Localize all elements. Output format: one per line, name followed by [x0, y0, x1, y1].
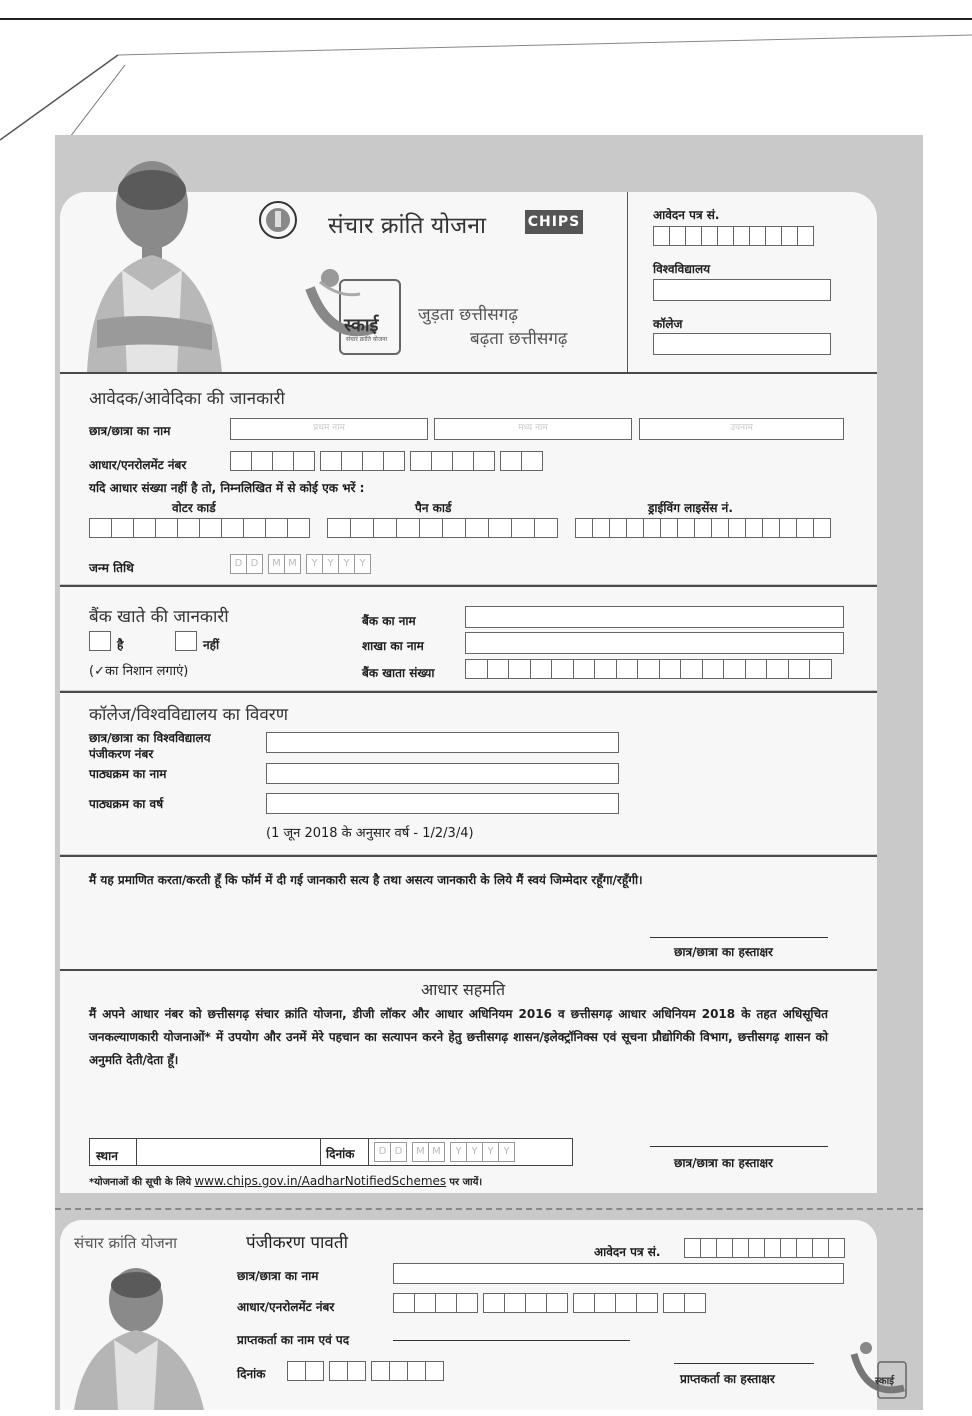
account-number-label: बैंक खाता संख्या [362, 666, 435, 680]
aadhaar-label: आधार/एनरोलमेंट नंबर [89, 458, 187, 472]
section-divider [60, 372, 877, 374]
first-name-field[interactable]: प्रथम नाम [230, 418, 428, 440]
dob-label: जन्म तिथि [89, 561, 134, 575]
place-divider [136, 1138, 137, 1166]
receipt-sky-logo-icon [848, 1336, 912, 1408]
consent-title: आधार सहमति [421, 980, 506, 999]
university-label: विश्वविद्यालय [653, 262, 711, 276]
declaration-signature-label: छात्र/छात्रा का हस्ताक्षर [674, 945, 773, 959]
course-name-field[interactable] [266, 763, 619, 784]
receipt-date-boxes[interactable] [287, 1361, 443, 1381]
government-emblem-icon [258, 200, 298, 240]
college-section-title: कॉलेज/विश्वविद्यालय का विवरण [89, 705, 289, 725]
tagline-1: जुड़ता छत्तीसगढ़ [418, 305, 518, 325]
application-no-label: आवेदन पत्र सं. [653, 208, 720, 222]
receipt-name-field[interactable] [393, 1263, 844, 1284]
declaration-text: मैं यह प्रमाणित करता/करती हूँ कि फॉर्म में दी गई जानकारी सत्य है तथा असत्य जानकारी के लिये मैं स्वयं जिम्मेदार रहूँगा/रहूँगी। [89, 873, 643, 887]
registration-number-field[interactable] [266, 732, 619, 753]
sky-logo-text: स्काई [344, 315, 379, 336]
footnote [89, 1174, 482, 1188]
receipt-title: पंजीकरण पावती [246, 1233, 348, 1253]
place-label: स्थान [96, 1149, 118, 1163]
receipt-photo [74, 1258, 224, 1410]
pan-card-label: पैन कार्ड [415, 501, 452, 515]
footnote-prefix: *योजनाओं की सूची के लिये [89, 1177, 192, 1188]
bank-yes-checkbox[interactable] [89, 631, 111, 651]
schemes-link[interactable]: www.chips.gov.in/AadharNotifiedSchemes [194, 1174, 447, 1188]
surname-field[interactable]: उपनाम [639, 418, 844, 440]
college-field[interactable] [653, 333, 831, 355]
dob-boxes[interactable]: D D M M Y Y Y Y [230, 554, 370, 574]
receiver-signature-label: प्राप्तकर्ता का हस्ताक्षर [680, 1372, 775, 1386]
bank-name-label: बैंक का नाम [362, 614, 416, 628]
alternate-id-note: यदि आधार संख्या नहीं है तो, निम्नलिखित में से कोई एक भरें : [89, 481, 365, 495]
middle-name-field[interactable]: मध्य नाम [434, 418, 632, 440]
cut-line [55, 1208, 923, 1210]
scheme-title: संचार क्रांति योजना [328, 213, 486, 239]
consent-signature-label: छात्र/छात्रा का हस्ताक्षर [674, 1156, 773, 1170]
registration-label-1: छात्र/छात्रा का विश्वविद्यालय [89, 731, 211, 745]
receiver-signature-line [674, 1363, 814, 1364]
voter-card-label: वोटर कार्ड [172, 501, 216, 515]
top-edge [0, 0, 972, 20]
university-field[interactable] [653, 279, 831, 301]
driving-license-boxes[interactable] [575, 518, 830, 538]
branch-name-label: शाखा का नाम [362, 639, 424, 653]
receipt-aadhaar-label: आधार/एनरोलमेंट नंबर [237, 1300, 335, 1314]
receipt-aadhaar-boxes[interactable] [393, 1293, 705, 1313]
receipt-name-label: छात्र/छात्रा का नाम [237, 1269, 319, 1283]
course-name-label: पाठ्यक्रम का नाम [89, 767, 167, 781]
page-fold-lines [0, 30, 972, 150]
tagline-2: बढ़ता छत्तीसगढ़ [470, 329, 568, 349]
footnote-suffix: पर जायें। [449, 1177, 483, 1188]
consent-date-boxes[interactable]: D D M M Y Y Y Y [374, 1142, 514, 1162]
receipt-application-no-boxes[interactable] [684, 1238, 844, 1258]
aadhaar-boxes[interactable] [230, 451, 542, 471]
driving-license-label: ड्राईविंग लाइसेंस नं. [648, 501, 733, 515]
receiver-name-label: प्राप्तकर्ता का नाम एवं पद [237, 1333, 350, 1347]
bank-yes-label: है [117, 638, 124, 652]
receipt-sky-logo-text: स्काई [875, 1376, 895, 1387]
consent-text: मैं अपने आधार नंबर को छत्तीसगढ़ संचार क्रांति योजना, डीजी लॉकर और आधार अधिनियम 2016 व छत्तीसगढ़ आधार अधिनियम 2018 के तहत अधिसूचित जनकल्याणकारी योजनाओं* में उपयोग और उनमें मेरे पहचान का सत्यापन करने हेतु छत्तीसगढ़ शासन/इलेक्ट्रॉनिक्स एवं सूचना प्रौद्योगिकी विभाग, छत्तीसगढ़ शासन को अनुमति देती/देता हूँ। [89, 1007, 828, 1067]
student-name-label: छात्र/छात्रा का नाम [89, 424, 171, 438]
application-no-boxes[interactable] [653, 226, 813, 246]
place-field[interactable] [138, 1140, 318, 1164]
chief-minister-photo [72, 150, 232, 372]
date-divider [368, 1138, 369, 1166]
section-divider [60, 585, 877, 587]
pan-card-boxes[interactable] [327, 518, 557, 538]
bank-section-title: बैंक खाते की जानकारी [89, 607, 229, 627]
consent-date-label: दिनांक [326, 1147, 355, 1161]
section-divider [60, 691, 877, 693]
receipt-date-label: दिनांक [237, 1367, 266, 1381]
course-year-field[interactable] [266, 793, 619, 814]
bank-name-field[interactable] [465, 606, 844, 628]
chips-logo: CHIPS [525, 210, 583, 234]
account-number-boxes[interactable] [465, 659, 831, 679]
applicant-section-title: आवेदक/आवेदिका की जानकारी [89, 389, 285, 409]
sky-logo-icon [300, 258, 408, 358]
branch-name-field[interactable] [465, 632, 844, 654]
receiver-name-line [393, 1340, 630, 1341]
voter-card-boxes[interactable] [89, 518, 309, 538]
section-divider [60, 855, 877, 857]
bank-no-label: नहीं [203, 638, 220, 652]
bank-no-checkbox[interactable] [175, 631, 197, 651]
course-year-label: पाठ्यक्रम का वर्ष [89, 797, 164, 811]
registration-label-2: पंजीकरण नंबर [89, 747, 154, 761]
college-label: कॉलेज [653, 317, 683, 331]
tick-note: (✓का निशान लगाएं) [89, 664, 189, 679]
receipt-scheme-name: संचार क्रांति योजना [74, 1234, 177, 1252]
section-divider [60, 969, 877, 971]
date-divider [320, 1138, 321, 1166]
sky-logo-subtext: संचार क्रांति योजना [346, 336, 388, 343]
course-year-note: (1 जून 2018 के अनुसार वर्ष - 1/2/3/4) [266, 826, 474, 841]
consent-signature-line [650, 1146, 828, 1147]
receipt-application-no-label: आवेदन पत्र सं. [594, 1245, 661, 1259]
declaration-signature-line [650, 937, 828, 938]
header-divider [627, 192, 628, 372]
